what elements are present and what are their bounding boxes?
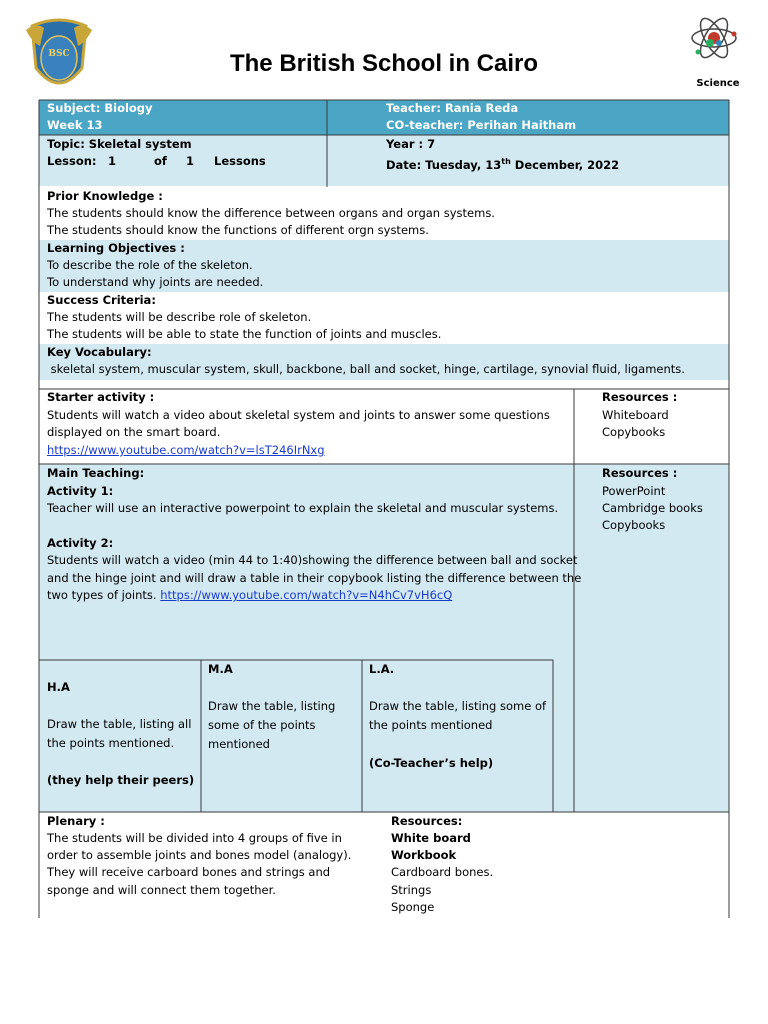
plenary-line: sponge and will connect them together. <box>47 883 276 897</box>
ha-line: the points mentioned. <box>47 736 175 750</box>
main-resource-item: PowerPoint <box>602 484 666 498</box>
activity2-heading: Activity 2: <box>47 536 114 550</box>
key-vocabulary-heading: Key Vocabulary: <box>47 345 152 359</box>
plenary-heading: Plenary : <box>47 814 105 828</box>
success-criteria-heading: Success Criteria: <box>47 293 156 307</box>
ma-line: some of the points <box>208 718 316 732</box>
lesson-count <box>47 153 317 171</box>
activity2-line: and the hinge joint and will draw a table in their copybook listing the difference between the <box>47 571 582 585</box>
date-ordinal: th <box>501 157 511 166</box>
activity1-heading: Activity 1: <box>47 484 114 498</box>
plenary-line: order to assemble joints and bones model (analogy). <box>47 848 352 862</box>
prior-knowledge-heading: Prior Knowledge : <box>47 189 163 203</box>
subject-label: Subject: Biology <box>47 101 153 115</box>
co-teacher-label: CO-teacher: Perihan Haitham <box>386 118 577 132</box>
starter-resources-heading: Resources : <box>602 390 678 404</box>
activity2-last-text: two types of joints. <box>47 588 161 602</box>
topic-label: Topic: Skeletal system <box>47 137 192 151</box>
date-suffix: December, 2022 <box>510 157 620 172</box>
teacher-label: Teacher: Rania Reda <box>386 101 519 115</box>
activity2-line: Students will watch a video (min 44 to 1:40)showing the difference between ball and socket <box>47 553 578 567</box>
lesson-of: of <box>154 154 167 168</box>
main-resources-heading: Resources : <box>602 466 678 480</box>
activity1-line: Teacher will use an interactive powerpoint to explain the skeletal and muscular systems. <box>47 501 559 515</box>
la-note: (Co-Teacher’s help) <box>369 756 494 770</box>
main-resource-item: Cambridge books <box>602 501 703 515</box>
lesson-label: Lesson: <box>47 154 97 168</box>
starter-resource-item: Copybooks <box>602 425 666 439</box>
ha-heading: H.A <box>47 680 70 694</box>
lesson-unit: Lessons <box>214 154 266 168</box>
activity2-video-link[interactable]: https://www.youtube.com/watch?v=N4hCv7vH6cQ <box>160 588 453 602</box>
lesson-number: 1 <box>108 154 117 168</box>
ma-heading: M.A <box>208 662 233 676</box>
plenary-resource-item: Workbook <box>391 848 457 862</box>
science-label: Science <box>696 78 740 89</box>
page-title: The British School in Cairo <box>229 50 539 77</box>
ma-line: mentioned <box>208 737 270 751</box>
plenary-line: They will receive carboard bones and strings and <box>47 865 331 879</box>
ma-line: Draw the table, listing <box>208 699 336 713</box>
date-prefix: Date: Tuesday, 13 <box>386 157 502 172</box>
plenary-line: The students will be divided into 4 groups of five in <box>47 831 342 845</box>
starter-heading: Starter activity : <box>47 390 155 404</box>
ha-note: (they help their peers) <box>47 773 195 787</box>
key-vocabulary-line: skeletal system, muscular system, skull, backbone, ball and socket, hinge, cartilage, synovial fluid, ligaments. <box>47 362 685 376</box>
plenary-resource-item: White board <box>391 831 471 845</box>
la-heading: L.A. <box>369 662 395 676</box>
week-label: Week 13 <box>47 118 103 132</box>
date-label <box>386 153 619 174</box>
success-criteria-line: The students will be describe role of skeleton. <box>47 310 312 324</box>
la-line: the points mentioned <box>369 718 493 732</box>
success-criteria-line: The students will be able to state the function of joints and muscles. <box>47 327 442 341</box>
plenary-resource-item: Cardboard bones. <box>391 865 494 879</box>
prior-knowledge-line: The students should know the functions of different orgn systems. <box>47 223 429 237</box>
prior-knowledge-line: The students should know the difference between organs and organ systems. <box>47 206 495 220</box>
starter-line: displayed on the smart board. <box>47 425 221 439</box>
starter-video-link[interactable]: https://www.youtube.com/watch?v=lsT246IrNxg <box>47 443 325 457</box>
main-resource-item: Copybooks <box>602 518 666 532</box>
starter-line: Students will watch a video about skeletal system and joints to answer some questions <box>47 408 550 422</box>
plenary-resource-item: Sponge <box>391 900 435 914</box>
activity2-last-line <box>47 587 452 605</box>
learning-objective-line: To understand why joints are needed. <box>47 275 264 289</box>
plenary-resource-item: Strings <box>391 883 432 897</box>
logo-letters: BSC <box>48 49 70 59</box>
lesson-total: 1 <box>186 154 195 168</box>
ha-line: Draw the table, listing all <box>47 717 192 731</box>
main-teaching-heading: Main Teaching: <box>47 466 145 480</box>
plenary-resources-heading: Resources: <box>391 814 463 828</box>
la-line: Draw the table, listing some of <box>369 699 547 713</box>
starter-resource-item: Whiteboard <box>602 408 669 422</box>
learning-objective-line: To describe the role of the skeleton. <box>47 258 253 272</box>
learning-objectives-heading: Learning Objectives : <box>47 241 185 255</box>
year-label: Year : 7 <box>386 137 436 151</box>
